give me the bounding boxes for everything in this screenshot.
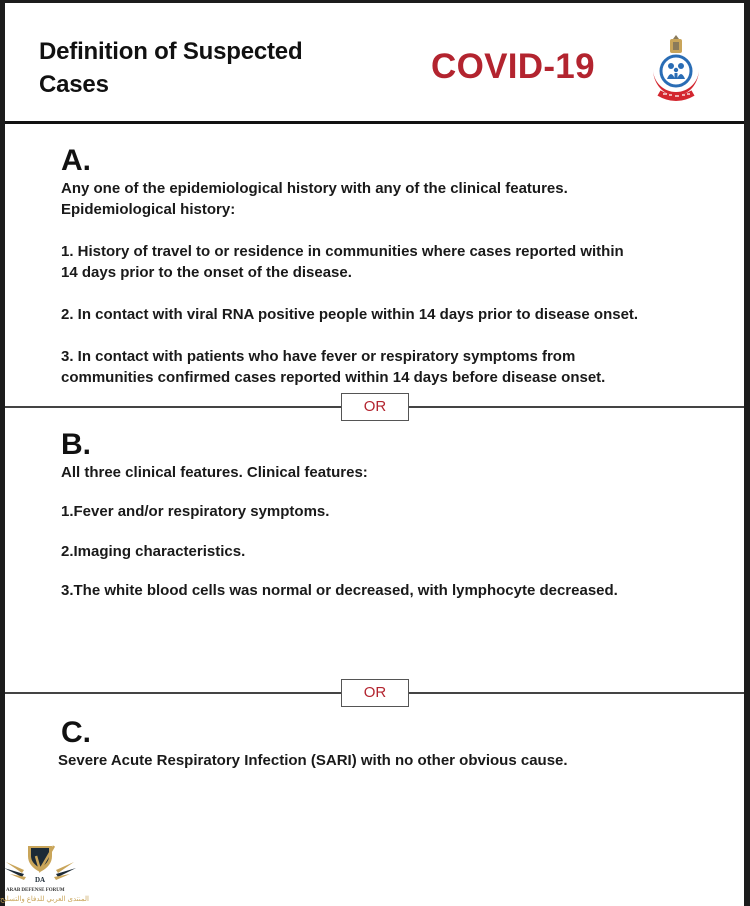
watermark-text-ar: المنتدى العربي للدفاع والتسليح	[0, 896, 89, 903]
covid-badge: COVID-19	[431, 47, 595, 86]
section-a-item-2: 2. In contact with viral RNA positive people within 14 days prior to disease onset.	[61, 306, 639, 323]
watermark-monogram: DA	[34, 876, 46, 884]
egypt-ministry-of-health-logo-icon	[645, 33, 707, 109]
document-sheet	[5, 3, 744, 906]
document-title: Definition of Suspected Cases	[39, 38, 303, 98]
watermark-text-en: ARAB DEFENSE FORUM	[6, 888, 65, 893]
header-divider	[5, 121, 744, 124]
section-b-item-2: 2.Imaging characteristics.	[61, 543, 246, 560]
section-a-subheading: Epidemiological history:	[61, 201, 236, 218]
section-c-letter: C.	[61, 716, 91, 749]
or-separator-1: OR	[341, 393, 409, 421]
document-header	[5, 3, 744, 120]
section-b-item-3: 3.The white blood cells was normal or decreased, with lymphocyte decreased.	[61, 582, 618, 599]
section-a-item-1-line-1: 1. History of travel to or residence in communities where cases reported within	[61, 243, 624, 260]
or-separator-2: OR	[341, 679, 409, 707]
arab-defense-forum-logo-icon	[0, 842, 80, 902]
section-a-letter: A.	[61, 144, 91, 177]
section-c-text: Severe Acute Respiratory Infection (SARI) with no other obvious cause.	[58, 752, 568, 769]
section-a-item-3-line-2: communities confirmed cases reported within 14 days before disease onset.	[61, 369, 606, 386]
section-a-item-3-line-1: 3. In contact with patients who have fever or respiratory symptoms from	[61, 348, 576, 365]
section-b-intro: All three clinical features. Clinical features:	[61, 464, 368, 481]
section-b-item-1: 1.Fever and/or respiratory symptoms.	[61, 503, 330, 520]
section-b-letter: B.	[61, 428, 91, 461]
section-a-item-1-line-2: 14 days prior to the onset of the disease.	[61, 264, 352, 281]
section-a-intro: Any one of the epidemiological history with any of the clinical features.	[61, 180, 568, 197]
